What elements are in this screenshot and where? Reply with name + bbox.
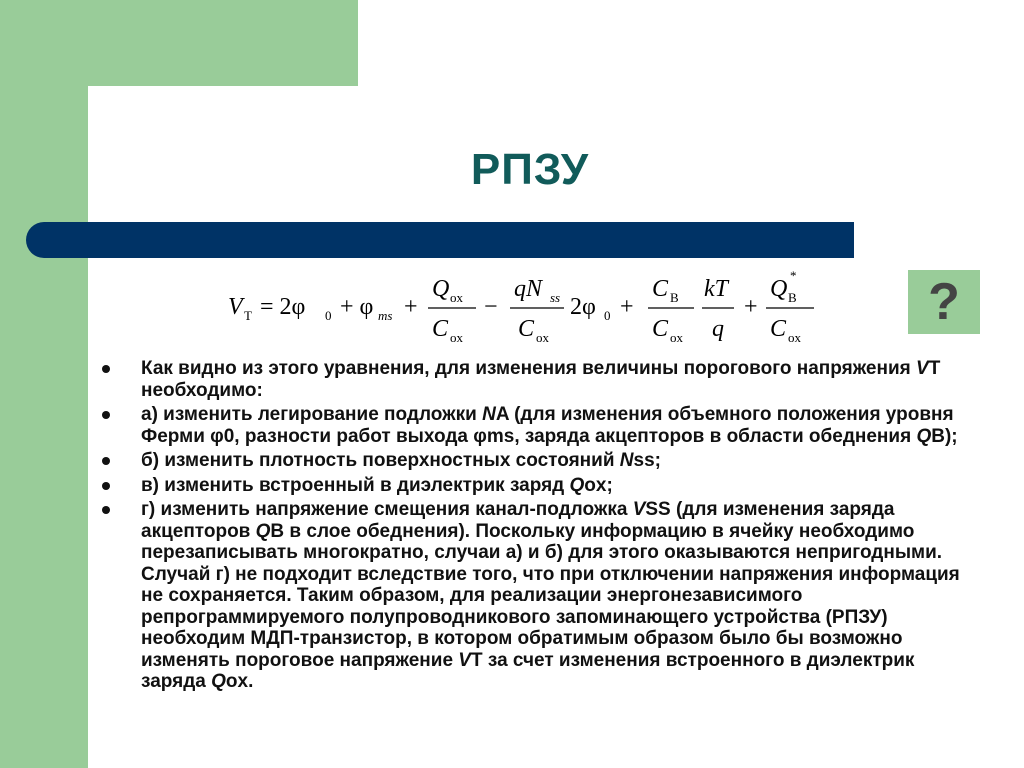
list-item: Как видно из этого уравнения, для изменения величины порогового напряжения VT необходимо: xyxy=(100,358,980,401)
bullet-list xyxy=(100,358,980,696)
list-item: в) изменить встроенный в диэлектрик заряд Qox; xyxy=(100,475,980,497)
threshold-voltage-formula xyxy=(228,268,828,348)
formula-lhs: V xyxy=(228,294,243,320)
formula-minus: − xyxy=(484,294,498,320)
list-item: б) изменить плотность поверхностных состояний Nss; xyxy=(100,450,980,472)
f4-den: q xyxy=(712,316,724,342)
formula-eq: = 2φ xyxy=(260,294,306,320)
title-underline-bar xyxy=(26,222,854,258)
f2-den-sub: ox xyxy=(536,330,549,345)
list-item: г) изменить напряжение смещения канал-подложка VSS (для изменения заряда акцепторов QB в слое обеднения). Поскольку информацию в ячейку необходимо перезаписывать многократно, случаи а) и б) для этого оказываются непригодными. Случай г) не подходит вследствие того, что при отключении напряжения информация не сохраняется. Таким образом, для реализации энергонезависимого репрограммируемого полупроводникового запоминающего устройства (РПЗУ) необходим МДП-транзистор, в котором обратимым образом было бы возможно изменять пороговое напряжение VT за счет изменения встроенного в диэлектрик заряда Qox. xyxy=(100,499,980,693)
formula-plus2: + xyxy=(404,294,418,320)
formula-mid-sub: 0 xyxy=(604,308,611,323)
f5-num: Q xyxy=(770,276,788,302)
help-question-icon[interactable]: ? xyxy=(908,270,980,334)
formula-plus3: + xyxy=(620,294,634,320)
formula-phi0-sub: 0 xyxy=(325,308,332,323)
formula-lhs-sub: T xyxy=(244,308,252,323)
bullet-dot-icon xyxy=(102,365,110,373)
list-item: а) изменить легирование подложки NA (для изменения объемного положения уровня Ферми φ0, разности работ выхода φms, заряда акцепторов в области обеднения QB); xyxy=(100,404,980,447)
f5-den: C xyxy=(770,316,787,342)
bullet-dot-icon xyxy=(102,506,110,514)
formula-mid: 2φ xyxy=(570,294,596,320)
f3-num: C xyxy=(652,276,669,302)
bullet-dot-icon xyxy=(102,457,110,465)
f2-num-sub: ss xyxy=(550,290,561,305)
f3-num-sub: B xyxy=(670,290,679,305)
f3-den: C xyxy=(652,316,669,342)
f5-num-sub: B xyxy=(788,290,797,305)
top-green-band xyxy=(0,0,358,86)
f1-den: C xyxy=(432,316,449,342)
slide-title: РПЗУ xyxy=(470,145,590,194)
f2-num: qN xyxy=(514,276,543,302)
f4-num: kT xyxy=(704,276,728,302)
f1-den-sub: ox xyxy=(450,330,463,345)
f5-num-sup: * xyxy=(790,268,797,283)
f1-num: Q xyxy=(432,276,450,302)
f2-den: C xyxy=(518,316,535,342)
formula-plus1: + φ xyxy=(340,294,374,320)
f3-den-sub: ox xyxy=(670,330,683,345)
f5-den-sub: ox xyxy=(788,330,801,345)
bullet-dot-icon xyxy=(102,482,110,490)
f1-num-sub: ox xyxy=(450,290,463,305)
formula-plus4: + xyxy=(744,294,758,320)
formula-ms-sub: ms xyxy=(378,308,393,323)
bullet-dot-icon xyxy=(102,411,110,419)
left-green-band xyxy=(0,0,88,768)
